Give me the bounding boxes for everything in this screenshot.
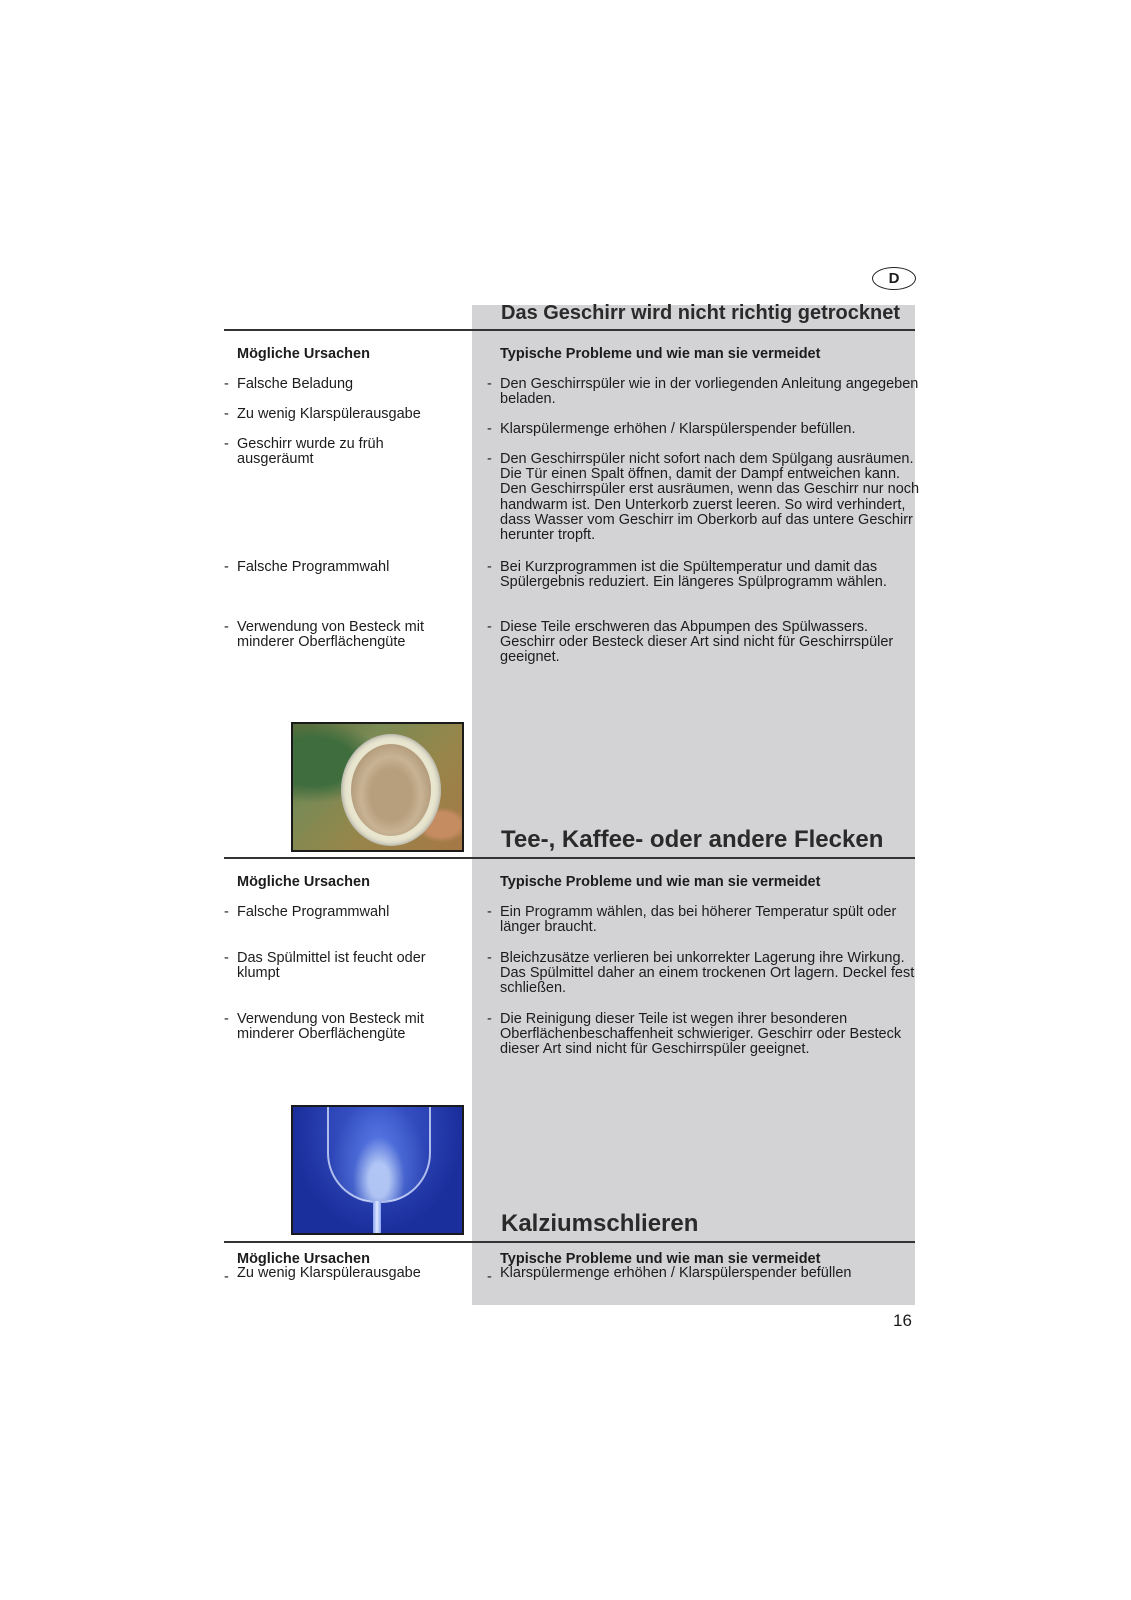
solution-item: - Bleichzusätze verlieren bei unkorrekter Lagerung ihre Wirkung. Das Spülmittel daher an einem trockenen Ort lagern. Deckel fest schließen.: [487, 950, 915, 997]
section-title-calcium: Kalziumschlieren: [501, 1210, 699, 1237]
cause-item: - Verwendung von Besteck mit minderer Oberflächengüte: [224, 619, 424, 651]
page-number: 16: [893, 1311, 912, 1330]
section-divider: [224, 1241, 915, 1243]
solutions-heading: Typische Probleme und wie man sie vermeidet: [500, 1251, 821, 1267]
cause-item: - Verwendung von Besteck mit minderer Oberflächengüte: [224, 1011, 424, 1043]
stained-cup-photo: [291, 722, 464, 852]
solution-item: - Den Geschirrspüler nicht sofort nach dem Spülgang ausräumen. Die Tür einen Spalt öffnen, damit der Dampf entweichen kann. Den Geschirrspüler erst ausräumen, wenn das Geschirr nur noch handwarm ist. Den Unterkorb zuerst leeren. So wird verhindert, dass Wasser vom Geschirr im Oberkorb auf das untere Geschirr herunter tropft.: [487, 451, 920, 544]
solution-item: - Die Reinigung dieser Teile ist wegen ihrer besonderen Oberflächenbeschaffenheit schwieriger. Geschirr oder Besteck dieser Art sind nicht für Geschirrspüler geeignet.: [487, 1011, 902, 1058]
solution-item: - Diese Teile erschweren das Abpumpen des Spülwassers. Geschirr oder Besteck dieser Art sind nicht für Geschirrspüler geeignet.: [487, 619, 894, 666]
cause-item: - Falsche Programmwahl: [224, 559, 390, 575]
section-title-drying: Das Geschirr wird nicht richtig getrocknet: [501, 302, 900, 324]
solution-item: - Bei Kurzprogrammen ist die Spültemperatur und damit das Spülergebnis reduziert. Ein längeres Spülprogramm wählen.: [487, 559, 887, 591]
solution-item: - Den Geschirrspüler wie in der vorliegenden Anleitung angegeben beladen.: [487, 376, 919, 408]
section-divider: [224, 329, 915, 331]
wine-glass-photo: [291, 1105, 464, 1235]
language-badge: D: [872, 267, 916, 290]
cause-item: - Falsche Programmwahl: [224, 904, 390, 920]
section-divider: [224, 857, 915, 859]
solutions-heading: Typische Probleme und wie man sie vermeidet: [500, 346, 821, 362]
cup-stain: [351, 744, 431, 836]
glass-bowl: [327, 1105, 431, 1203]
causes-heading: Mögliche Ursachen: [237, 346, 370, 362]
cause-item: - Geschirr wurde zu früh ausgeräumt: [224, 436, 384, 468]
solution-item: - Klarspülermenge erhöhen / Klarspülerspender befüllen: [487, 1265, 852, 1285]
section-title-stains: Tee-, Kaffee- oder andere Flecken: [501, 826, 884, 853]
solutions-heading: Typische Probleme und wie man sie vermeidet: [500, 874, 821, 890]
causes-heading: Mögliche Ursachen: [237, 874, 370, 890]
solution-item: - Klarspülermenge erhöhen / Klarspülerspender befüllen.: [487, 421, 856, 437]
cause-item: - Das Spülmittel ist feucht oder klumpt: [224, 950, 426, 982]
causes-heading: Mögliche Ursachen: [237, 1251, 370, 1267]
cause-item: - Zu wenig Klarspülerausgabe: [224, 406, 421, 422]
cause-item: - Falsche Beladung: [224, 376, 354, 392]
solution-item: - Ein Programm wählen, das bei höherer Temperatur spült oder länger braucht.: [487, 904, 897, 936]
cause-item: - Zu wenig Klarspülerausgabe: [224, 1265, 421, 1285]
glass-stem: [373, 1201, 381, 1235]
